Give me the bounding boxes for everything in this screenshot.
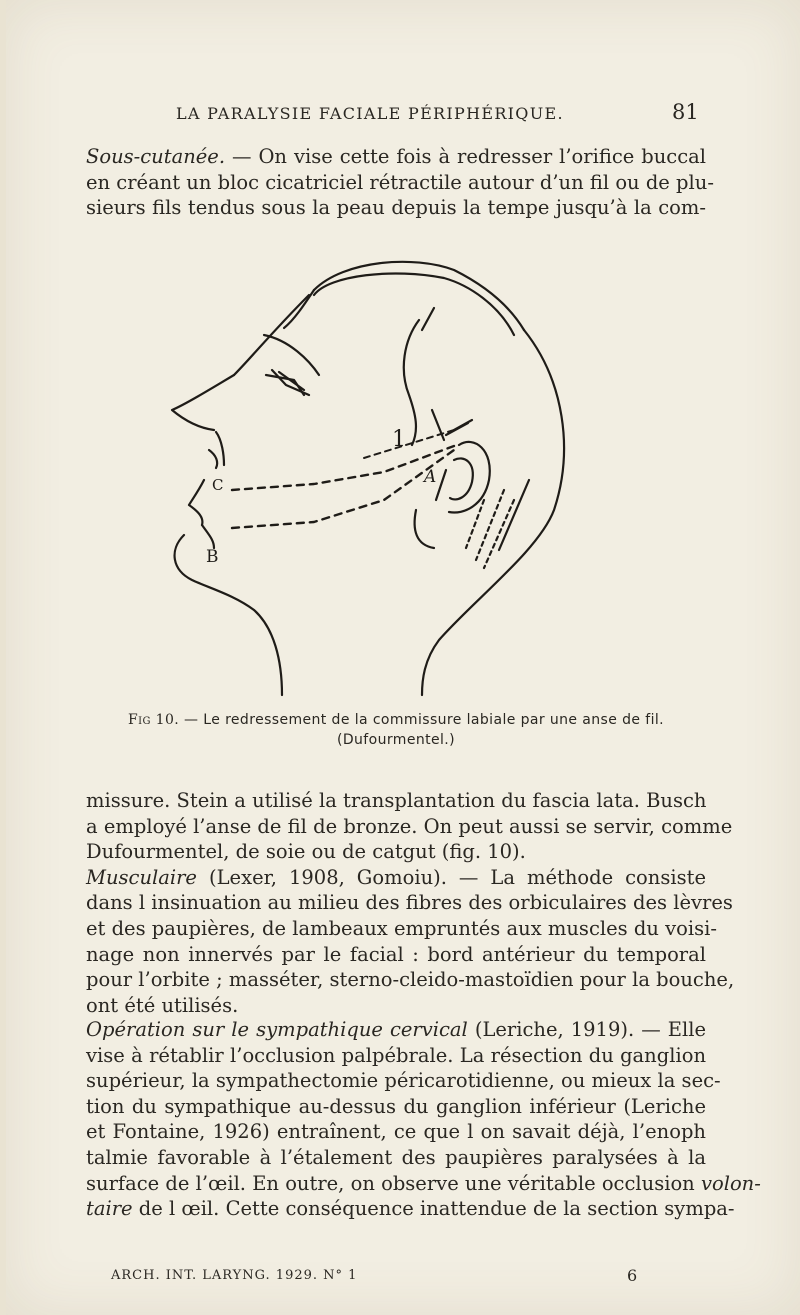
paragraph-sympathique: [86, 1017, 761, 1222]
page-header: [6, 100, 800, 130]
text-line: tion du sympathique au-dessus du ganglion inférieur (Leriche: [86, 1094, 706, 1118]
text-line: Dufourmentel, de soie ou de catgut (fig. 10).: [86, 840, 526, 864]
section-lead: Musculaire: [86, 865, 197, 889]
figure-caption: [86, 710, 706, 750]
label-C: C: [212, 476, 224, 494]
text-line: Sous-cutanée. — On vise cette fois à redresser l’orifice buccal: [86, 145, 706, 168]
section-lead: Opération sur le sympathique cervical: [86, 1018, 468, 1041]
caption-line-2: (Dufourmentel.): [336, 732, 456, 748]
text-line: nage non innervés par le facial : bord antérieur du temporal: [86, 942, 706, 966]
text-line: missure. Stein a utilisé la transplantation du fascia lata. Busch: [86, 789, 707, 812]
jaw: [415, 510, 434, 548]
text-line: supérieur, la sympathectomie péricarotidienne, ou mieux la sec-: [86, 1069, 721, 1093]
label-A: A: [424, 467, 437, 487]
text-line: sieurs fils tendus sous la peau depuis la tempe jusqu’à la com-: [86, 196, 706, 220]
text-line: Musculaire (Lexer, 1908, Gomoiu). — La méthode consiste: [86, 865, 706, 889]
text-line: a employé l’anse de fil de bronze. On peut aussi se servir, comme: [86, 814, 733, 838]
face-profile-drawing: [154, 250, 604, 705]
page: [6, 0, 800, 1315]
nose: [172, 375, 234, 430]
forehead: [234, 295, 309, 375]
section-lead: Sous-cutanée.: [86, 145, 226, 168]
thread-loop: [232, 446, 454, 490]
journal-reference: ARCH. INT. LARYNG. 1929. N° 1: [111, 1268, 358, 1283]
text-line: et des paupières, de lambeaux empruntés aux muscles du voisi-: [86, 916, 717, 940]
caption-line-1: Fig 10. — Le redressement de la commissure labiale par une anse de fil.: [127, 712, 664, 728]
figure-10: [154, 250, 604, 705]
text-line: talmie favorable à l’étalement des paupières paralysées à la: [86, 1145, 706, 1169]
running-title: LA PARALYSIE FACIALE PÉRIPHÉRIQUE.: [176, 104, 564, 123]
text-line: ont été utilisés.: [86, 993, 239, 1017]
cheek: [404, 320, 419, 445]
label-B: B: [206, 547, 219, 567]
text-line: vise à rétablir l’occlusion palpébrale. La résection du ganglion: [86, 1043, 706, 1067]
text-line: Opération sur le sympathique cervical (Leriche, 1919). — Elle: [86, 1018, 706, 1041]
lips: [189, 480, 204, 525]
text-line: en créant un bloc cicatriciel rétractile autour d’un fil ou de plu-: [86, 170, 714, 194]
label-1: 1: [392, 427, 406, 452]
signature-mark: 6: [627, 1266, 639, 1285]
text-line: et Fontaine, 1926) entraînent, ce que l on savait déjà, l’enoph: [86, 1120, 706, 1144]
chin: [175, 535, 282, 695]
text-line: dans l insinuation au milieu des fibres des orbiculaires des lèvres: [86, 891, 733, 915]
paragraph-musculaire: [86, 788, 735, 1018]
text-line: pour l’orbite ; masséter, sterno-cleido-mastoïdien pour la bouche,: [86, 968, 735, 992]
page-number: 81: [672, 100, 699, 124]
caption-label: Fig 10.: [127, 712, 180, 728]
text-line: surface de l’œil. En outre, on observe une véritable occlusion volon-: [86, 1171, 761, 1195]
neck-back: [422, 330, 564, 695]
page-footer: [111, 1268, 651, 1283]
paragraph-sous-cutanee: [86, 144, 714, 221]
text-line: taire de l œil. Cette conséquence inattendue de la section sympa-: [86, 1197, 735, 1221]
